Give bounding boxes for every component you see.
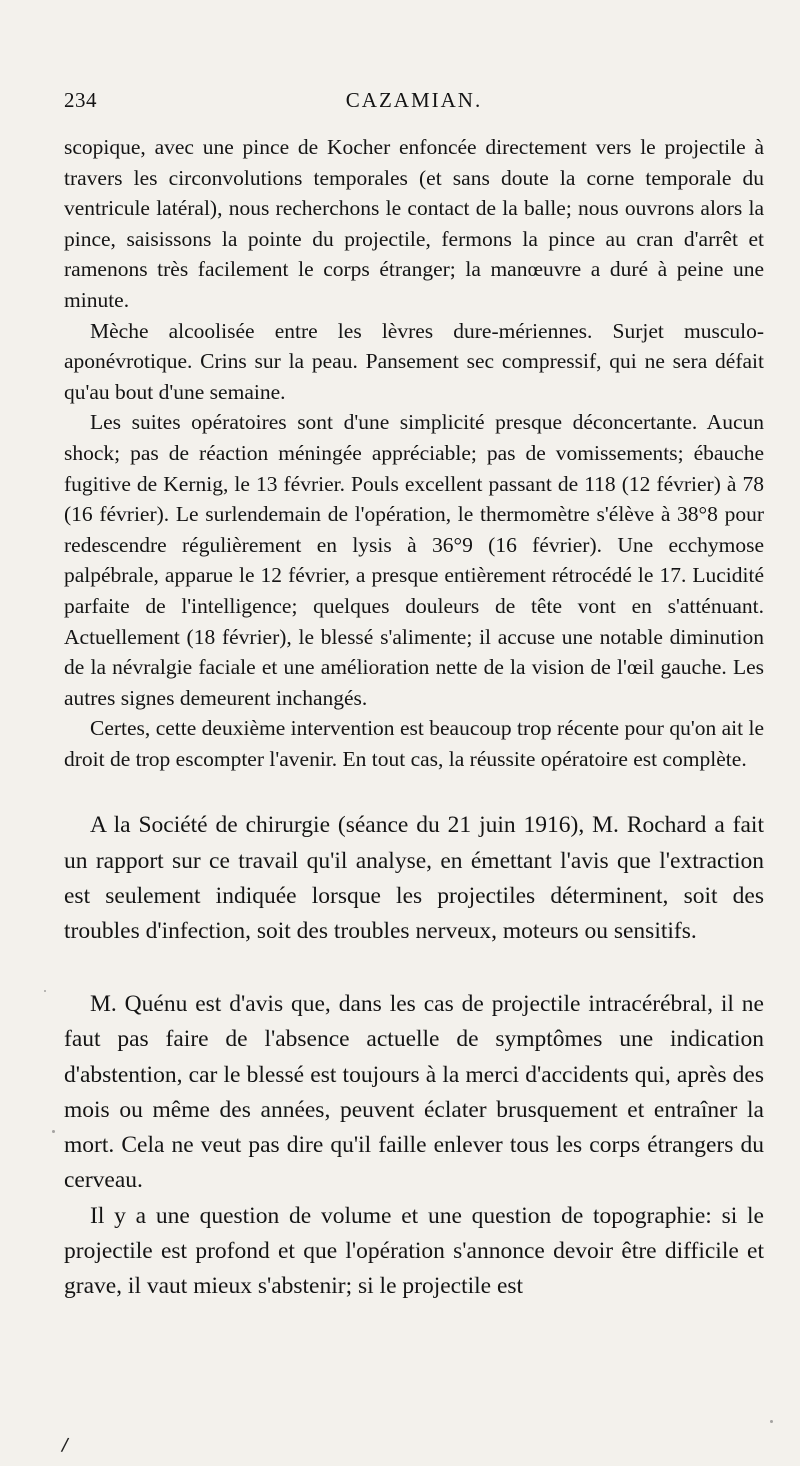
paragraph-conclusion: Certes, cette deuxième intervention est beaucoup trop récente pour qu'on ait le droit de trop escompter l'avenir. En tout cas, la réussite opératoire est complète. [64,716,764,771]
paragraph-closure: Mèche alcoolisée entre les lèvres dure-mériennes. Surjet musculo-aponévrotique. Crins sur la peau. Pansement sec compressif, qui ne sera défait qu'au bout d'une semaine. [64,318,764,404]
paragraph-societe-chirurgie: A la Société de chirurgie (séance du 21 juin 1916), M. Rochard a fait un rapport sur ce travail qu'il analyse, en émettant l'avis que l'extraction est seulement indiquée lorsque les projectiles déterminent, soit des troubles d'infection, soit des troubles nerveux, moteurs ou sensitifs. [64,812,764,945]
page-number: 234 [64,88,97,112]
page-body [64,132,764,1304]
paper-speck [770,1420,773,1423]
paragraph-postoperative: Les suites opératoires sont d'une simplicité presque déconcertante. Aucun shock; pas de réaction méningée appréciable; pas de vomissements; ébauche fugitive de Kernig, le 13 février. Pouls excellent passant de 118 (12 février) à 78 (16 février). Le surlendemain de l'opération, le thermomètre s'élève à 38°8 pour redescendre régulièrement en lysis à 36°9 (16 février). Une ecchymose palpébrale, apparue le 12 février, a presque entièrement rétrocédé le 17. Lucidité parfaite de l'intelligence; quelques douleurs de tête vont en s'atténuant. Actuellement (18 février), le blessé s'alimente; il accuse une notable diminution de la névralgie faciale et une amélioration nette de la vision de l'œil gauche. Les autres signes demeurent inchangés. [64,410,764,710]
paragraph-quenu: M. Quénu est d'avis que, dans les cas de projectile intracérébral, il ne faut pas faire de l'absence actuelle de symptômes une indication d'abstention, car le blessé est toujours à la merci d'accidents qui, après des mois ou même des années, peuvent éclater brusquement et entraîner la mort. Cela ne veut pas dire qu'il faille enlever tous les corps étrangers du cerveau. [64,991,764,1194]
page-header [64,88,764,118]
running-head: CAZAMIAN. [345,88,483,112]
paragraph-operation-continued: scopique, avec une pince de Kocher enfoncée directement vers le projectile à travers les circonvolutions temporales (et sans doute la corne temporale du ventricule latéral), nous recherchons le contact de la balle; nous ouvrons alors la pince, saisissons la pointe du projectile, fermons la pince au cran d'arrêt et ramenons très facilement le corps étranger; la manœuvre a duré à peine une minute. [64,135,764,312]
paper-speck [52,1130,55,1133]
paper-speck [44,990,46,992]
paragraph-volume-topographie: Il y a une question de volume et une question de topographie: si le projectile est profond et que l'opération s'annonce devoir être difficile et grave, il vaut mieux s'abstenir; si le projectile est [64,1202,764,1299]
stray-ink-mark: / [60,1431,70,1458]
